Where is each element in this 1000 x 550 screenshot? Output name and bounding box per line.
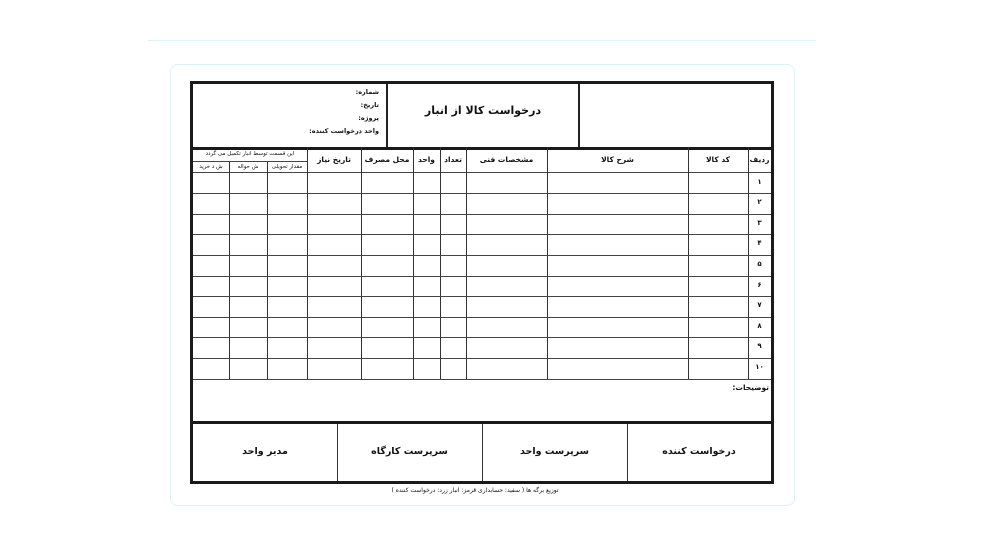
divider <box>578 84 580 148</box>
divider <box>193 161 307 162</box>
row-number: ۱ <box>757 178 762 186</box>
col-usage-location: محل مصرف <box>364 155 410 164</box>
col-description: شرح کالا <box>601 155 634 164</box>
row-line <box>193 379 771 380</box>
col-purchase-no: ش د خرید <box>199 164 223 170</box>
col-code: کد کالا <box>705 155 731 164</box>
decorative-top-line <box>148 40 816 41</box>
row-number: ۵ <box>757 260 762 268</box>
row-number: ۷ <box>757 301 762 309</box>
row-line <box>193 296 771 297</box>
row-line <box>193 358 771 359</box>
divider <box>466 147 467 379</box>
col-quantity: تعداد <box>444 155 462 164</box>
signature-unit-manager: مدیر واحد <box>242 446 288 457</box>
col-unit: واحد <box>418 155 435 164</box>
col-specs: مشخصات فنی <box>479 155 534 164</box>
row-number: ۹ <box>757 342 762 350</box>
warehouse-group-header: این قسمت توسط انبار تکمیل می گردد <box>205 151 295 157</box>
row-number: ۴ <box>757 239 762 247</box>
row-line <box>193 193 771 194</box>
row-line <box>193 317 771 318</box>
row-number: ۶ <box>757 281 762 289</box>
row-number: ۱۰ <box>755 363 764 371</box>
divider <box>440 147 441 379</box>
divider <box>361 147 362 379</box>
field-project-label: پروژه: <box>358 114 379 122</box>
warehouse-request-form <box>190 81 774 484</box>
row-line <box>193 276 771 277</box>
field-number-label: شماره: <box>355 88 379 96</box>
col-need-date: تاریخ نیاز <box>317 155 351 164</box>
distribution-note: توزیع برگه ها ( سفید: حسابداری قرمز: انبار زرد: درخواست کننده ) <box>391 487 559 494</box>
divider <box>307 147 308 379</box>
signature-requester: درخواست کننده <box>662 446 736 457</box>
notes-label: توضیحات: <box>732 383 769 392</box>
divider <box>688 147 689 379</box>
signature-workshop-supervisor: سرپرست کارگاه <box>371 446 448 457</box>
col-delivered-qty: مقدار تحویلی <box>271 164 303 170</box>
row-line <box>193 234 771 235</box>
row-number: ۸ <box>757 322 762 330</box>
row-line <box>193 255 771 256</box>
divider <box>547 147 548 379</box>
divider <box>193 172 771 173</box>
row-line <box>193 337 771 338</box>
row-line <box>193 214 771 215</box>
signature-unit-supervisor: سرپرست واحد <box>520 446 589 457</box>
field-date-label: تاریخ: <box>360 101 379 109</box>
field-requesting-unit-label: واحد درخواست کننده: <box>309 127 379 135</box>
row-number: ۲ <box>757 198 762 206</box>
col-remittance-no: ش حواله <box>237 164 259 170</box>
divider <box>193 147 771 150</box>
form-title: درخواست کالا از انبار <box>424 104 542 117</box>
row-number: ۳ <box>757 219 762 227</box>
col-row: ردیف <box>749 155 770 164</box>
divider <box>413 147 414 379</box>
